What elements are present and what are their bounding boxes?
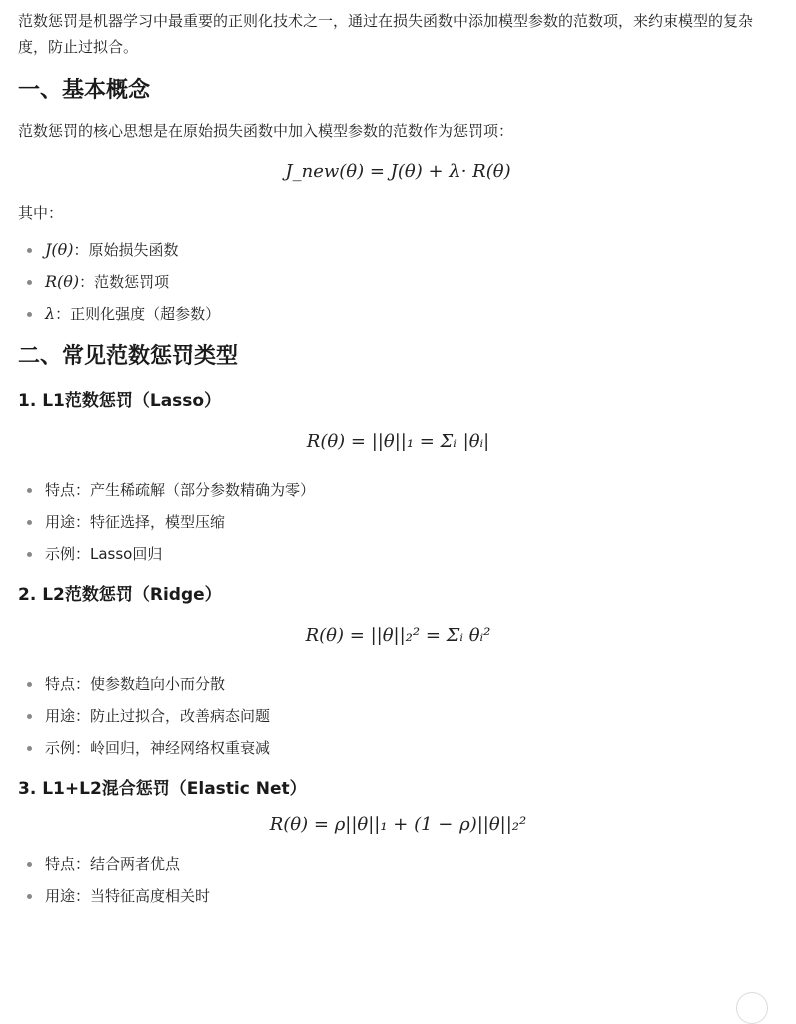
list-item-text: 特点：使参数趋向小而分散 — [45, 675, 226, 693]
list-item — [18, 668, 778, 700]
list-item — [18, 234, 778, 266]
intro-paragraph: 范数惩罚是机器学习中最重要的正则化技术之一，通过在损失函数中添加模型参数的范数项，来约束模型的复杂度，防止过拟合。 — [18, 12, 754, 56]
section-1-heading: 一、基本概念 — [18, 78, 151, 103]
l1-heading: 1. L1范数惩罚（Lasso） — [18, 391, 222, 411]
scroll-button[interactable] — [736, 992, 768, 1024]
list-item-text: ：范数惩罚项 — [79, 273, 170, 291]
list-item — [18, 538, 778, 570]
elastic-net-list — [18, 848, 778, 912]
bullet-icon — [27, 280, 32, 285]
bullet-icon — [27, 714, 32, 719]
l1-list — [18, 474, 778, 570]
list-item-text: 特点：结合两者优点 — [45, 855, 181, 873]
formula-l1 — [18, 414, 778, 474]
list-item — [18, 700, 778, 732]
list-item-text: ：正则化强度（超参数） — [55, 305, 221, 323]
list-item-text: 用途：防止过拟合，改善病态问题 — [45, 707, 271, 725]
list-item-text: ：原始损失函数 — [73, 241, 179, 259]
list-item-text: 示例：Lasso回归 — [45, 545, 163, 563]
bullet-icon — [27, 312, 32, 317]
bullet-icon — [27, 862, 32, 867]
l2-heading: 2. L2范数惩罚（Ridge） — [18, 585, 222, 605]
section-1-description: 范数惩罚的核心思想是在原始损失函数中加入模型参数的范数作为惩罚项： — [18, 122, 514, 140]
list-item — [18, 880, 778, 912]
list-item — [18, 506, 778, 538]
where-label: 其中： — [18, 204, 64, 222]
definition-list — [18, 234, 778, 330]
bullet-icon — [27, 248, 32, 253]
math-symbol: J(θ) — [45, 240, 74, 259]
list-item-text: 示例：岭回归，神经网络权重衰减 — [45, 739, 271, 757]
bullet-icon — [27, 520, 32, 525]
list-item — [18, 266, 778, 298]
bullet-icon — [27, 488, 32, 493]
bullet-icon — [27, 552, 32, 557]
list-item-text: 特点：产生稀疏解（部分参数精确为零） — [45, 481, 316, 499]
math-symbol: λ — [45, 304, 56, 323]
elastic-net-heading: 3. L1+L2混合惩罚（Elastic Net） — [18, 779, 307, 799]
formula-text: R(θ) = ||θ||₁ = Σᵢ |θᵢ| — [306, 431, 490, 452]
bullet-icon — [27, 894, 32, 899]
formula-text: R(θ) = ρ||θ||₁ + (1 − ρ)||θ||₂² — [269, 814, 527, 835]
math-symbol: R(θ) — [45, 272, 80, 291]
formula-l2 — [18, 608, 778, 668]
list-item-text: 用途：当特征高度相关时 — [45, 887, 211, 905]
list-item — [18, 298, 778, 330]
list-item — [18, 732, 778, 764]
list-item — [18, 474, 778, 506]
formula-elastic-net — [18, 802, 778, 848]
formula-regularized-loss — [18, 152, 778, 192]
formula-text: R(θ) = ||θ||₂² = Σᵢ θᵢ² — [305, 625, 491, 646]
bullet-icon — [27, 682, 32, 687]
list-item — [18, 848, 778, 880]
list-item-text: 用途：特征选择，模型压缩 — [45, 513, 226, 531]
article — [18, 8, 778, 912]
formula-text: J_new(θ) = J(θ) + λ· R(θ) — [285, 161, 511, 182]
bullet-icon — [27, 746, 32, 751]
l2-list — [18, 668, 778, 764]
section-2-heading: 二、常见范数惩罚类型 — [18, 344, 239, 369]
